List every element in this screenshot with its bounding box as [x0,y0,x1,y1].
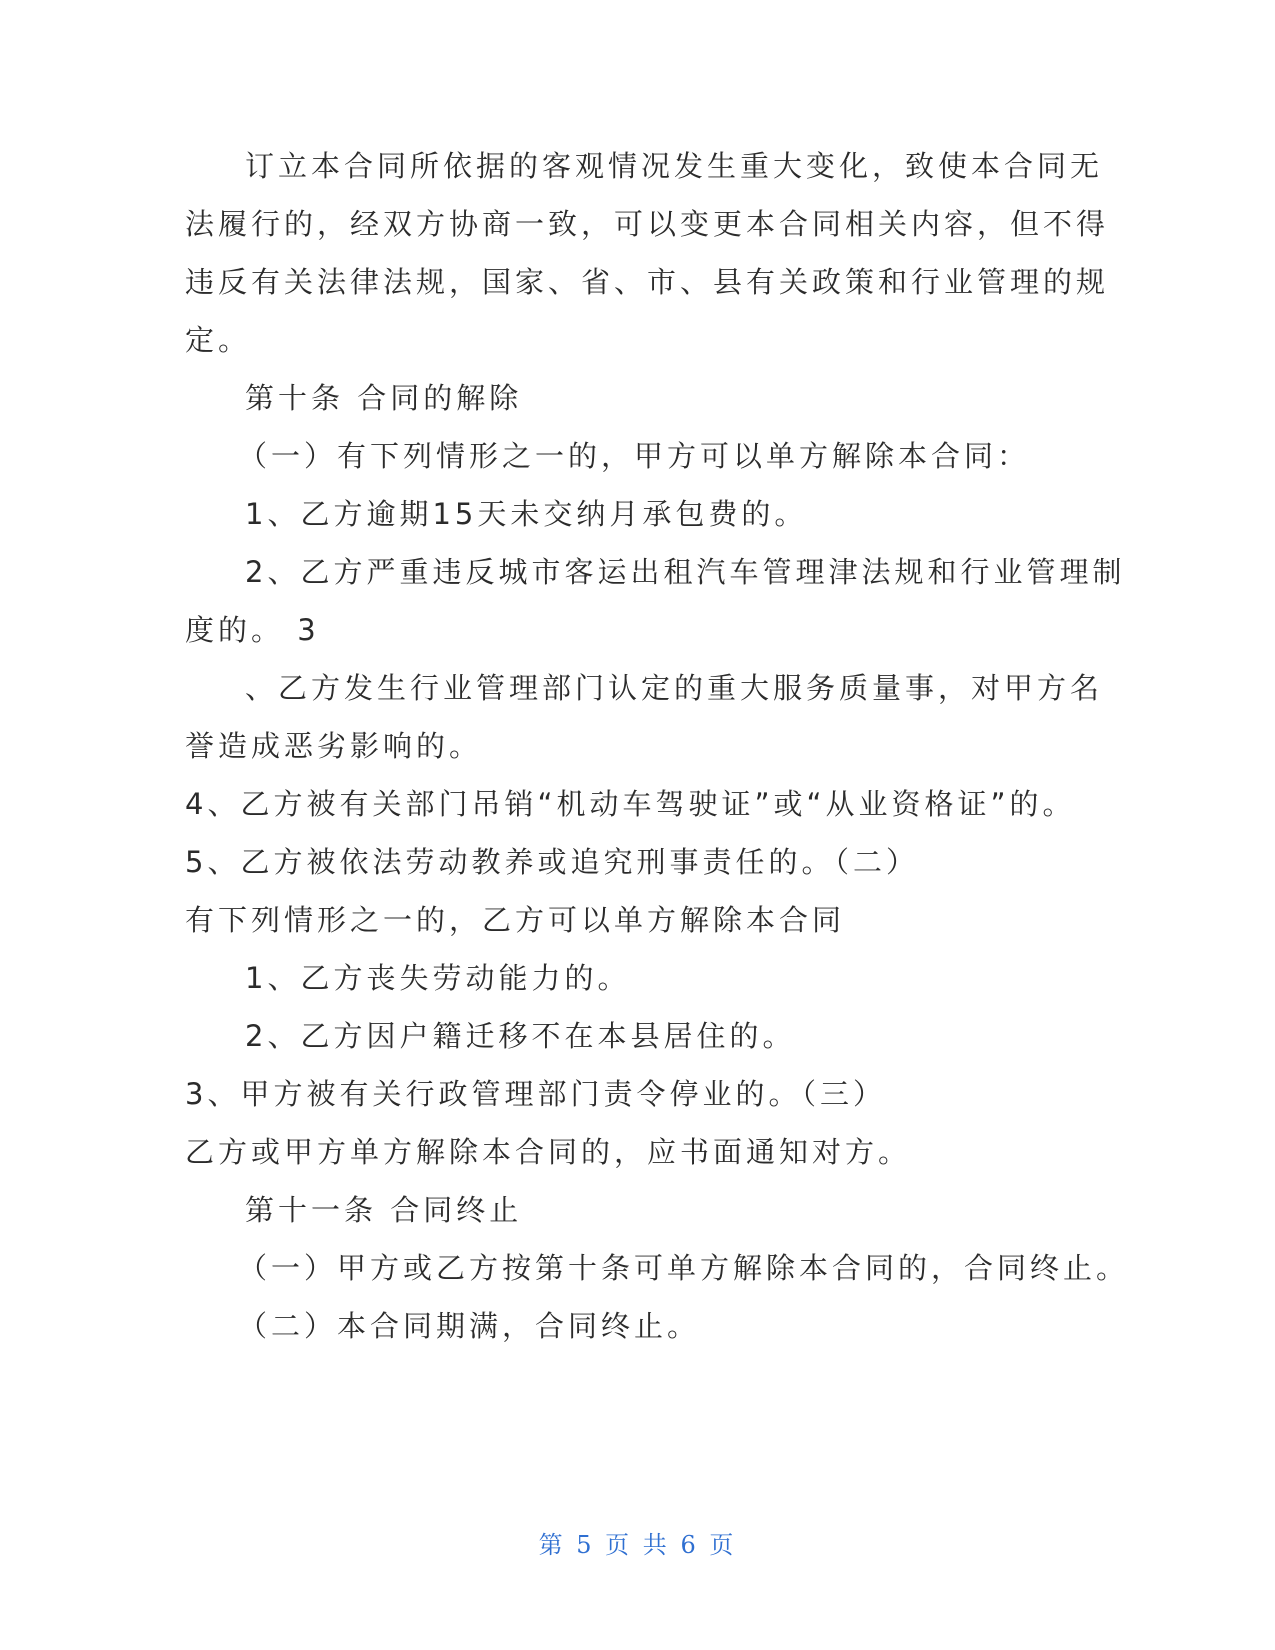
paragraph-line: 违反有关法律法规，国家、省、市、县有关政策和行业管理的规 [185,265,1110,299]
paragraph-line: 订立本合同所依据的客观情况发生重大变化，致使本合同无 [245,149,1104,183]
paragraph-line: 乙方或甲方单方解除本合同的，应书面通知对方。 [185,1135,912,1169]
list-item: 2、乙方严重违反城市客运出租汽车管理津法规和行业管理制 [245,555,1126,589]
list-item: 2、乙方因户籍迁移不在本县居住的。 [245,1019,796,1053]
paragraph-line: 誉造成恶劣影响的。 [185,729,483,763]
paragraph-line: （一）有下列情形之一的，甲方可以单方解除本合同： [238,439,1031,473]
paragraph-line: 定。 [185,323,252,357]
page-number-footer: 第 5 页 共 6 页 [538,1531,737,1559]
paragraph-line: 、乙方发生行业管理部门认定的重大服务质量事，对甲方名 [245,671,1104,705]
paragraph-line: 度的。 3 [185,613,320,647]
list-item: 1、乙方逾期15天未交纳月承包费的。 [245,497,808,531]
list-item: 5、乙方被依法劳动教养或追究刑事责任的。（二） [185,845,919,879]
section-heading: 第十条 合同的解除 [245,381,523,415]
paragraph-line: 有下列情形之一的，乙方可以单方解除本合同 [185,903,846,937]
paragraph-line: 法履行的，经双方协商一致，可以变更本合同相关内容，但不得 [185,207,1110,241]
list-item: 4、乙方被有关部门吊销“机动车驾驶证”或“从业资格证”的。 [185,787,1076,821]
list-item: 1、乙方丧失劳动能力的。 [245,961,631,995]
list-item: 3、甲方被有关行政管理部门责令停业的。（三） [185,1077,886,1111]
paragraph-line: （一）甲方或乙方按第十条可单方解除本合同的，合同终止。 [238,1251,1130,1285]
section-heading: 第十一条 合同终止 [245,1193,523,1227]
paragraph-line: （二）本合同期满，合同终止。 [238,1309,701,1343]
